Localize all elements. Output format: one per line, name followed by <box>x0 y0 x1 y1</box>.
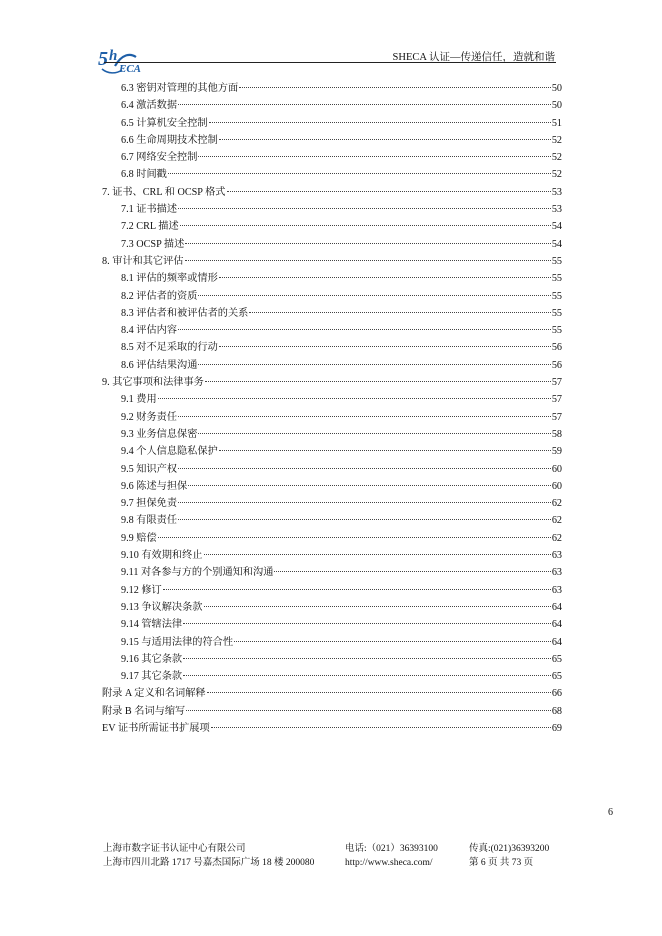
toc-entry-title: 9.3 业务信息保密 <box>121 428 198 440</box>
toc-leader-dots <box>178 208 551 209</box>
toc-entry-title: 7. 证书、CRL 和 OCSP 格式 <box>102 186 226 198</box>
toc-leader-dots <box>186 710 551 711</box>
toc-entry-title: 9.5 知识产权 <box>121 463 178 475</box>
toc-leader-dots <box>185 243 551 244</box>
toc-entry-title: 8.1 评估的频率或情形 <box>121 273 218 285</box>
toc-entry-title: EV 证书所需证书扩展项 <box>102 722 210 734</box>
toc-entry-title: 8.3 评估者和被评估者的关系 <box>121 307 249 319</box>
toc-entry-title: 7.3 OCSP 描述 <box>121 238 185 250</box>
toc-entry-title: 9. 其它事项和法律事务 <box>102 377 204 389</box>
footer-url[interactable]: http://www.sheca.com/ <box>345 858 433 868</box>
toc-entry-title: 9.15 与适用法律的符合性 <box>121 636 234 648</box>
toc-entry-page: 65 <box>551 671 562 683</box>
toc-leader-dots <box>239 87 551 88</box>
footer-line-1 <box>103 842 563 856</box>
toc-entry-page: 58 <box>551 428 562 440</box>
toc-entry[interactable] <box>102 426 562 443</box>
toc-entry-page: 56 <box>551 342 562 354</box>
toc-leader-dots <box>274 571 550 572</box>
toc-entry[interactable] <box>102 305 562 322</box>
toc-leader-dots <box>219 139 551 140</box>
toc-leader-dots <box>219 450 551 451</box>
toc-entry[interactable] <box>102 720 562 737</box>
toc-entry[interactable] <box>102 166 562 183</box>
toc-entry-title: 7.1 证书描述 <box>121 204 178 216</box>
toc-leader-dots <box>227 191 551 192</box>
toc-entry-title: 6.5 计算机安全控制 <box>121 117 208 129</box>
toc-leader-dots <box>178 104 551 105</box>
toc-entry-page: 55 <box>551 255 562 267</box>
toc-leader-dots <box>219 277 551 278</box>
toc-entry-page: 57 <box>551 411 562 423</box>
toc-entry-page: 64 <box>551 619 562 631</box>
toc-entry[interactable] <box>102 391 562 408</box>
toc-entry-title: 9.16 其它条款 <box>121 653 183 665</box>
toc-entry[interactable] <box>102 236 562 253</box>
footer-page-info: 第 6 页 共 73 页 <box>469 858 534 868</box>
toc-entry-page: 56 <box>551 359 562 371</box>
toc-leader-dots <box>211 727 551 728</box>
toc-entry-page: 57 <box>551 394 562 406</box>
toc-entry-page: 53 <box>551 204 562 216</box>
toc-entry-page: 63 <box>551 567 562 579</box>
toc-entry-title: 6.7 网络安全控制 <box>121 152 198 164</box>
toc-leader-dots <box>178 502 551 503</box>
toc-entry-page: 51 <box>551 117 562 129</box>
toc-entry-title: 6.4 激活数据 <box>121 100 178 112</box>
toc-entry[interactable] <box>102 409 562 426</box>
toc-leader-dots <box>207 692 551 693</box>
toc-entry-page: 52 <box>551 134 562 146</box>
toc-entry-title: 附录 B 名词与缩写 <box>102 705 186 717</box>
toc-entry-title: 7.2 CRL 描述 <box>121 221 179 233</box>
toc-entry[interactable] <box>102 512 562 529</box>
toc-leader-dots <box>204 606 551 607</box>
toc-entry[interactable] <box>102 703 562 720</box>
toc-leader-dots <box>183 658 551 659</box>
toc-entry[interactable] <box>102 322 562 339</box>
toc-entry-title: 9.7 担保免责 <box>121 498 178 510</box>
toc-entry-title: 9.2 财务责任 <box>121 411 178 423</box>
toc-entry[interactable] <box>102 478 562 495</box>
toc-leader-dots <box>198 433 550 434</box>
toc-leader-dots <box>204 554 551 555</box>
table-of-contents <box>102 80 562 737</box>
toc-entry[interactable] <box>102 668 562 685</box>
toc-entry-title: 9.8 有限责任 <box>121 515 178 527</box>
svg-text:5: 5 <box>98 48 108 70</box>
toc-entry-title: 9.1 费用 <box>121 394 157 406</box>
toc-entry-page: 50 <box>551 100 562 112</box>
toc-entry-title: 9.12 修订 <box>121 584 162 596</box>
toc-entry-page: 64 <box>551 636 562 648</box>
svg-text:ECA: ECA <box>119 63 142 75</box>
toc-entry-page: 63 <box>551 550 562 562</box>
toc-leader-dots <box>188 485 551 486</box>
toc-leader-dots <box>158 398 551 399</box>
toc-entry-page: 55 <box>551 325 562 337</box>
toc-entry[interactable] <box>102 374 562 391</box>
toc-leader-dots <box>183 675 551 676</box>
toc-entry[interactable] <box>102 530 562 547</box>
footer <box>103 842 563 870</box>
toc-entry-page: 50 <box>551 83 562 94</box>
svg-text:h: h <box>109 48 118 64</box>
toc-entry[interactable] <box>102 149 562 166</box>
toc-entry[interactable] <box>102 132 562 149</box>
toc-entry-page: 60 <box>551 463 562 475</box>
toc-leader-dots <box>234 641 551 642</box>
toc-entry-page: 65 <box>551 653 562 665</box>
toc-entry-page: 64 <box>551 601 562 613</box>
toc-entry[interactable] <box>102 357 562 374</box>
toc-entry[interactable] <box>102 599 562 616</box>
toc-entry[interactable] <box>102 651 562 668</box>
toc-entry[interactable] <box>102 80 562 97</box>
footer-company: 上海市数字证书认证中心有限公司 <box>103 844 246 854</box>
sheca-logo <box>96 44 150 76</box>
toc-entry-title: 附录 A 定义和名词解释 <box>102 688 206 700</box>
toc-leader-dots <box>198 156 550 157</box>
toc-leader-dots <box>178 519 551 520</box>
toc-entry-title: 9.13 争议解决条款 <box>121 601 203 613</box>
toc-entry[interactable] <box>102 201 562 218</box>
toc-entry-page: 54 <box>551 221 562 233</box>
toc-entry-title: 8. 审计和其它评估 <box>102 255 184 267</box>
toc-entry[interactable] <box>102 616 562 633</box>
toc-leader-dots <box>178 468 551 469</box>
toc-entry-title: 6.3 密钥对管理的其他方面 <box>121 83 239 94</box>
toc-entry-page: 66 <box>551 688 562 700</box>
toc-entry[interactable] <box>102 184 562 201</box>
toc-entry-page: 53 <box>551 186 562 198</box>
toc-entry-page: 55 <box>551 290 562 302</box>
toc-leader-dots <box>180 225 551 226</box>
toc-entry-page: 69 <box>551 722 562 734</box>
footer-fax: 传真:(021)36393200 <box>469 844 550 854</box>
toc-entry-title: 9.9 赔偿 <box>121 532 157 544</box>
toc-entry-title: 8.5 对不足采取的行动 <box>121 342 218 354</box>
toc-leader-dots <box>168 173 551 174</box>
toc-entry[interactable] <box>102 634 562 651</box>
toc-entry[interactable] <box>102 218 562 235</box>
footer-phone: 电话:（021）36393100 <box>345 844 438 854</box>
toc-leader-dots <box>178 416 551 417</box>
toc-entry[interactable] <box>102 253 562 270</box>
toc-entry-page: 55 <box>551 307 562 319</box>
toc-entry[interactable] <box>102 288 562 305</box>
toc-leader-dots <box>185 260 551 261</box>
toc-entry-page: 52 <box>551 152 562 164</box>
toc-entry-page: 62 <box>551 532 562 544</box>
toc-entry-title: 8.2 评估者的资质 <box>121 290 198 302</box>
toc-entry-title: 6.8 时间戳 <box>121 169 167 181</box>
toc-entry-page: 62 <box>551 498 562 510</box>
toc-leader-dots <box>183 623 551 624</box>
toc-entry-title: 9.17 其它条款 <box>121 671 183 683</box>
toc-leader-dots <box>219 346 551 347</box>
toc-entry-page: 57 <box>551 377 562 389</box>
toc-entry-title: 9.14 管辖法律 <box>121 619 183 631</box>
toc-entry[interactable] <box>102 564 562 581</box>
footer-line-2 <box>103 856 563 870</box>
toc-leader-dots <box>198 364 550 365</box>
toc-entry[interactable] <box>102 495 562 512</box>
toc-entry-title: 8.6 评估结果沟通 <box>121 359 198 371</box>
toc-leader-dots <box>205 381 551 382</box>
toc-entry-page: 63 <box>551 584 562 596</box>
toc-entry-page: 62 <box>551 515 562 527</box>
toc-entry[interactable] <box>102 270 562 287</box>
toc-entry[interactable] <box>102 97 562 114</box>
toc-entry-page: 52 <box>551 169 562 181</box>
toc-entry[interactable] <box>102 339 562 356</box>
toc-entry[interactable] <box>102 547 562 564</box>
toc-entry-page: 60 <box>551 480 562 492</box>
page-number: 6 <box>608 807 613 818</box>
toc-entry-page: 54 <box>551 238 562 250</box>
header-slogan: SHECA 认证—传递信任，造就和谐 <box>392 52 555 63</box>
toc-entry[interactable] <box>102 443 562 460</box>
toc-leader-dots <box>198 295 550 296</box>
toc-leader-dots <box>209 122 551 123</box>
toc-leader-dots <box>158 537 551 538</box>
toc-entry[interactable] <box>102 461 562 478</box>
toc-entry-page: 59 <box>551 446 562 458</box>
footer-address: 上海市四川北路 1717 号嘉杰国际广场 18 楼 200080 <box>103 858 315 868</box>
toc-leader-dots <box>249 312 550 313</box>
toc-entry[interactable] <box>102 115 562 132</box>
toc-entry-title: 9.11 对各参与方的个别通知和沟通 <box>121 567 274 579</box>
toc-entry[interactable] <box>102 685 562 702</box>
toc-entry-page: 68 <box>551 705 562 717</box>
toc-entry-title: 9.10 有效期和终止 <box>121 550 203 562</box>
toc-entry-title: 9.6 陈述与担保 <box>121 480 188 492</box>
toc-entry-page: 55 <box>551 273 562 285</box>
toc-leader-dots <box>178 329 551 330</box>
toc-entry-title: 6.6 生命周期技术控制 <box>121 134 218 146</box>
toc-entry-title: 9.4 个人信息隐私保护 <box>121 446 218 458</box>
toc-leader-dots <box>163 589 551 590</box>
toc-entry-title: 8.4 评估内容 <box>121 325 178 337</box>
toc-entry[interactable] <box>102 582 562 599</box>
header-rule <box>104 62 556 63</box>
